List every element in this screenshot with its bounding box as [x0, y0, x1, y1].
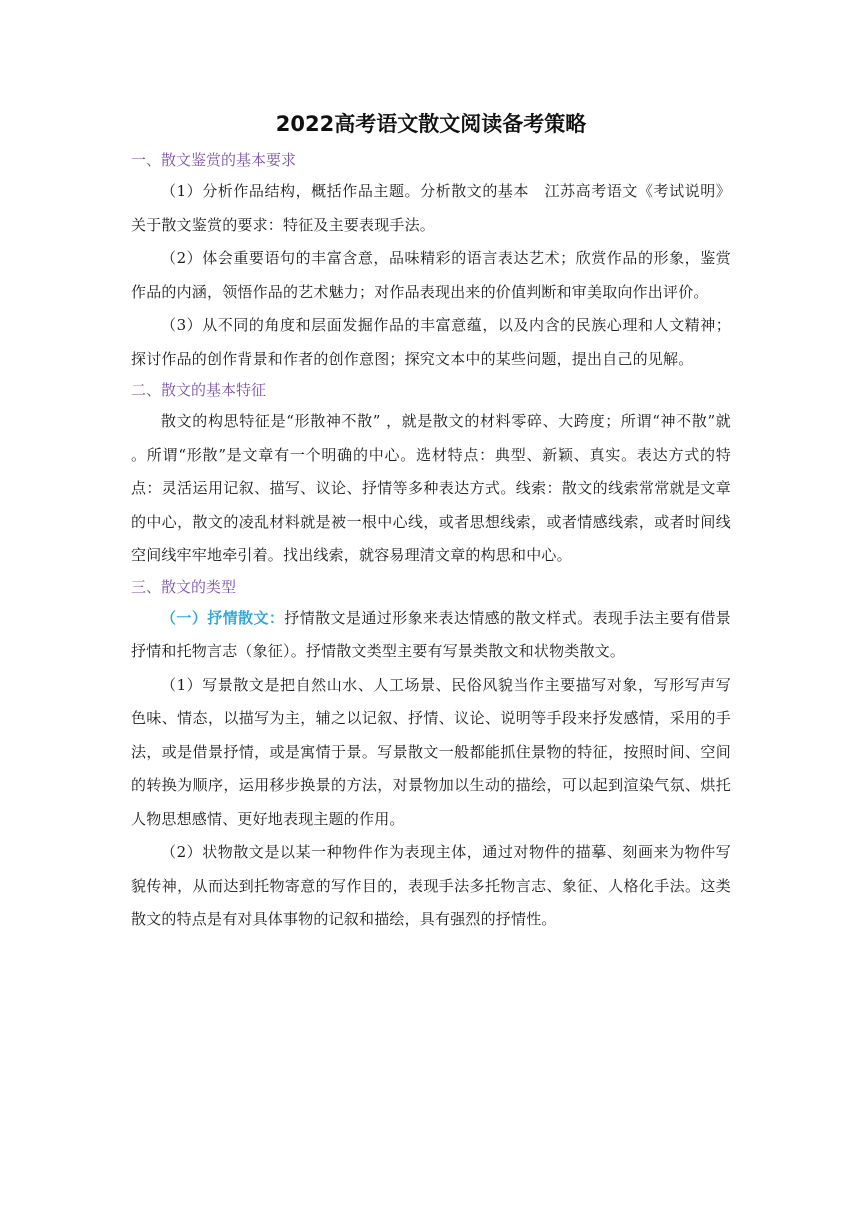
section-heading: 三、散文的类型: [131, 577, 237, 596]
lyric-prose-label: （一）抒情散文：: [161, 608, 285, 627]
section-heading: 二、散文的基本特征: [131, 381, 267, 399]
section-heading: 一、散文鉴赏的基本要求: [131, 151, 297, 169]
section-basic-features: [131, 376, 731, 573]
paragraph: （3）从不同的角度和层面发掘作品的丰富意蕴，以及内含的民族心理和人文精神；探讨作品的创作背景和作者的创作意图；探究文本中的某些问题，提出自己的见解。: [131, 316, 731, 368]
lyric-prose-text: 抒情散文是通过形象来表达情感的散文样式。表现手法主要有借景抒情和托物言志（象征）。抒情散文类型主要有写景类散文和状物类散文。: [131, 608, 731, 660]
document-title: 2022高考语文散文阅读备考策略: [275, 112, 587, 136]
document-page: [131, 108, 731, 937]
section-prose-types: [131, 573, 731, 937]
paragraph: 散文的构思特征是“形散神不散” ，就是散文的材料零碎、大跨度；所谓“神不散”就 。所谓“形散”是文章有一个明确的中心。选材特点：典型、新颖、真实。表达方式的特点：灵活运用记叙、描写、议论、抒情等多种表达方式。线索：散文的线索常常就是文章的中心，散文的凌乱材料就是被一根中心线，或者思想线索，或者情感线索，或者时间线空间线牢牢地牵引着。找出线索，就容易理清文章的构思和中心。: [131, 412, 731, 564]
lyric-prose-paragraph: [131, 602, 731, 669]
paragraph: （2）状物散文是以某一种物件作为表现主体，通过对物件的描摹、刻画来为物件写貌传神，从而达到托物寄意的写作目的，表现手法多托物言志、象征、人格化手法。这类散文的特点是有对具体事物的记叙和描绘，具有强烈的抒情性。: [131, 843, 731, 928]
paragraph: （1）分析作品结构，概括作品主题。分析散文的基本 江苏高考语文《考试说明》关于散文鉴赏的要求：特征及主要表现手法。: [131, 182, 731, 234]
section-basic-requirements: [131, 146, 731, 376]
paragraph: （2）体会重要语句的丰富含意，品味精彩的语言表达艺术；欣赏作品的形象，鉴赏作品的内涵，领悟作品的艺术魅力；对作品表现出来的价值判断和审美取向作出评价。: [131, 249, 731, 301]
paragraph: （1）写景散文是把自然山水、人工场景、民俗风貌当作主要描写对象，写形写声写色味、情态，以描写为主，辅之以记叙、抒情、议论、说明等手段来抒发感情，采用的手法，或是借景抒情，或是寓情于景。写景散文一般都能抓住景物的特征，按照时间、空间的转换为顺序，运用移步换景的方法，对景物加以生动的描绘，可以起到渲染气氛、烘托人物思想感情、更好地表现主题的作用。: [131, 675, 731, 828]
